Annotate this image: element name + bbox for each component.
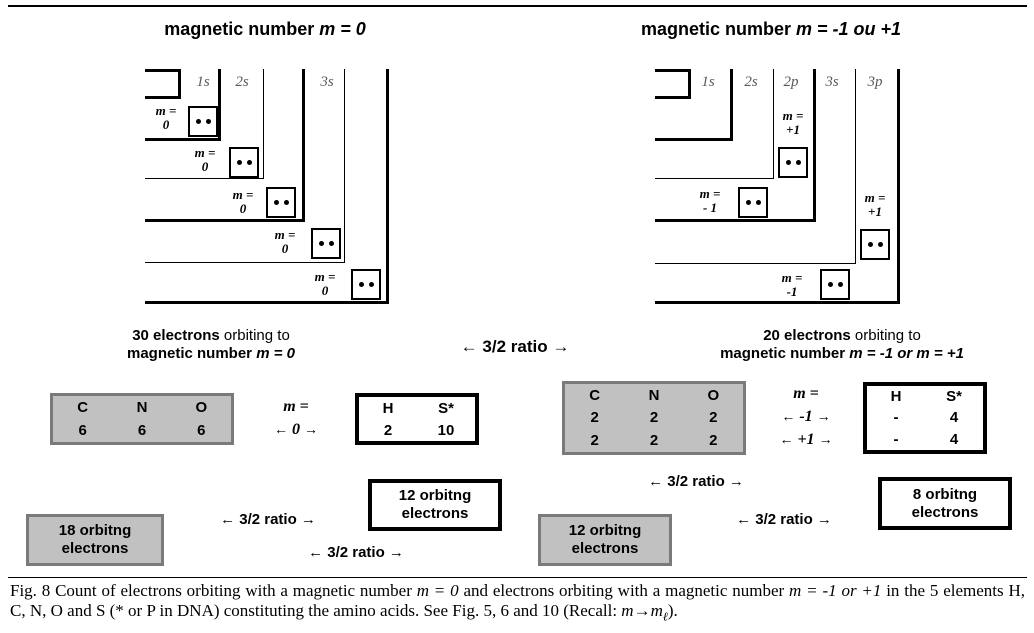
m-label-line2: +1 xyxy=(786,122,800,137)
right-arrow: → xyxy=(818,431,833,447)
electron-pair-box xyxy=(188,106,218,137)
m-label-line2: 0 xyxy=(201,159,209,174)
right-summary-line2 xyxy=(692,345,992,363)
m-column-left-head xyxy=(266,396,326,418)
m-label xyxy=(857,191,893,219)
left-summary-line2 xyxy=(61,345,361,363)
caption-rule xyxy=(8,577,1027,578)
shell-bracket-line xyxy=(897,69,900,304)
shell-bracket-line xyxy=(386,69,389,304)
hs-right-value: 4 xyxy=(949,409,959,427)
shell-bracket-line xyxy=(655,178,774,179)
m-label xyxy=(690,187,730,215)
orbital-label-3s: 3s xyxy=(825,74,839,90)
m-label-line1: m = xyxy=(699,186,721,201)
electron-pair-box xyxy=(738,187,768,218)
cno-right-header-o: O xyxy=(707,386,720,404)
orbital-label-1s: 1s xyxy=(196,74,210,90)
cno-left-value: 6 xyxy=(197,422,206,439)
left-summary xyxy=(61,327,361,363)
m-label-line1: m = xyxy=(155,103,177,118)
shell-bracket-line xyxy=(302,69,305,222)
right-panel-title xyxy=(611,19,931,40)
electrons-box-line2: electrons xyxy=(401,505,469,522)
electrons-box-18 xyxy=(26,514,164,566)
right-title-math: m = -1 ou +1 xyxy=(795,19,902,39)
m-label-line2: 0 xyxy=(281,241,289,256)
electron-dot xyxy=(284,200,289,205)
shell-bracket-line xyxy=(344,69,345,263)
left-electron-count: 30 electrons xyxy=(132,327,220,344)
electron-dot xyxy=(237,160,242,165)
caption-text: in the 5 elements H, C, N, O and S (* or P in DNA) constituting the amino acids. See Fig. 5, 6 and 10 (Recall: xyxy=(10,581,1025,620)
orbital-label-3s: 3s xyxy=(320,74,334,90)
electrons-box-line2: electrons xyxy=(911,503,979,521)
cno-right-value: 2 xyxy=(649,432,659,450)
m-column-right-head xyxy=(770,383,842,405)
m-head: m = xyxy=(283,398,309,415)
electron-pair-box xyxy=(229,147,259,178)
m-label xyxy=(772,271,812,299)
hs-right-header-s: S* xyxy=(946,388,962,406)
electron-dot xyxy=(196,119,201,124)
left-panel-title xyxy=(105,19,425,40)
shell-bracket-line xyxy=(813,69,816,222)
electron-dot xyxy=(796,160,801,165)
m-label-line2: -1 xyxy=(786,284,798,299)
m-head: m = xyxy=(793,385,819,402)
electrons-box-12-right xyxy=(538,514,672,566)
cno-right-value: 2 xyxy=(709,432,718,450)
electrons-box-line1: 12 orbitng xyxy=(568,522,642,539)
shell-bracket-line xyxy=(263,69,264,179)
shell-bracket-line xyxy=(145,219,305,222)
orbital-label-2p: 2p xyxy=(783,74,799,90)
hs-left-header-s: S* xyxy=(438,399,454,417)
electron-dot xyxy=(746,200,751,205)
electron-dot xyxy=(319,241,324,246)
m-label-line1: m = xyxy=(781,270,803,285)
hs-left-header-h: H xyxy=(382,399,394,417)
cno-table-right xyxy=(562,381,746,455)
ratio-label-left-upper: ← 3/2 ratio → xyxy=(220,511,316,528)
cno-left-header-c: C xyxy=(77,399,89,416)
hs-left-value: 2 xyxy=(383,421,393,439)
m-column-right xyxy=(770,383,842,451)
cno-right-value: 2 xyxy=(709,409,718,427)
m-label-line1: m = xyxy=(864,190,886,205)
right-arrow: → xyxy=(304,421,318,437)
m-label-line1: m = xyxy=(194,145,216,160)
right-summary xyxy=(692,327,992,363)
ratio-label-center: ← 3/2 ratio → xyxy=(460,337,570,356)
right-summary-line2-text: magnetic number xyxy=(720,345,850,362)
shell-bracket-line xyxy=(145,138,221,141)
orbital-label-2s: 2s xyxy=(235,74,249,90)
electron-dot xyxy=(247,160,252,165)
hs-table-right xyxy=(863,382,987,454)
m-label-line2: 0 xyxy=(239,201,247,216)
left-title-text: magnetic number xyxy=(164,19,320,39)
left-arrow: ← xyxy=(779,431,794,447)
hs-right-value: - xyxy=(893,430,899,448)
cno-right-header-n: N xyxy=(648,386,660,404)
shell-bracket-line xyxy=(655,301,900,304)
cno-table-left xyxy=(50,393,234,445)
electron-dot xyxy=(369,282,374,287)
orbital-label-3p: 3p xyxy=(867,74,883,90)
orbital-label-1s: 1s xyxy=(701,74,715,90)
shell-bracket-line xyxy=(655,138,733,141)
electron-pair-box xyxy=(820,269,850,300)
electrons-box-12-left xyxy=(368,479,502,531)
cno-left-header-o: O xyxy=(195,399,208,416)
left-summary-line2-text: magnetic number xyxy=(127,345,257,362)
m-label xyxy=(186,146,224,174)
electron-pair-box xyxy=(266,187,296,218)
hs-right-value: - xyxy=(893,409,899,427)
shell-bracket-line xyxy=(655,96,691,99)
right-electron-count: 20 electrons xyxy=(763,327,851,344)
hs-right-value: 4 xyxy=(949,430,959,448)
m-label-line1: m = xyxy=(782,108,804,123)
shell-bracket-line xyxy=(655,219,816,222)
m-label-line1: m = xyxy=(314,269,336,284)
left-summary-rest: orbiting to xyxy=(219,327,290,344)
electrons-box-8 xyxy=(878,477,1012,530)
electrons-box-line1: 12 orbitng xyxy=(398,487,472,504)
left-shell-diagram xyxy=(145,69,391,305)
electron-pair-box xyxy=(860,229,890,260)
m-column-left xyxy=(266,396,326,441)
caption-text: ). xyxy=(667,601,678,620)
electron-dot xyxy=(828,282,833,287)
electron-dot xyxy=(878,242,883,247)
cno-right-value: 2 xyxy=(649,409,659,427)
shell-bracket-line xyxy=(145,96,181,99)
m-label-line2: - 1 xyxy=(702,200,718,215)
m-value: -1 xyxy=(799,408,813,425)
m-label xyxy=(147,104,185,132)
m-label xyxy=(266,228,304,256)
caption-math: m = 0 xyxy=(416,581,459,600)
m-column-left-row xyxy=(266,418,326,441)
m-label-line2: +1 xyxy=(868,204,882,219)
hs-table-left xyxy=(355,393,479,445)
right-summary-math: m = -1 or m = +1 xyxy=(849,345,964,362)
ratio-label-left-lower: ← 3/2 ratio → xyxy=(308,544,404,561)
electron-dot xyxy=(359,282,364,287)
shell-bracket-line xyxy=(655,263,856,264)
top-rule xyxy=(8,5,1027,7)
cno-right-value: 2 xyxy=(590,432,599,450)
electrons-box-line2: electrons xyxy=(571,540,639,557)
caption-text: Fig. 8 Count of electrons orbiting with a magnetic number xyxy=(10,581,417,600)
shell-bracket-line xyxy=(145,178,264,179)
m-label-line1: m = xyxy=(232,187,254,202)
shell-bracket-line xyxy=(178,69,181,99)
right-summary-line1 xyxy=(692,327,992,345)
electron-dot xyxy=(868,242,873,247)
shell-bracket-line xyxy=(145,301,389,304)
m-label xyxy=(224,188,262,216)
m-label-line2: 0 xyxy=(321,283,329,298)
ratio-label-right-upper: ← 3/2 ratio → xyxy=(648,473,744,490)
cno-left-header-n: N xyxy=(136,399,148,416)
left-summary-line1 xyxy=(61,327,361,345)
right-shell-diagram xyxy=(655,69,901,305)
caption-math: m = -1 or +1 xyxy=(789,581,882,600)
cno-left-value: 6 xyxy=(78,422,87,439)
electron-pair-box xyxy=(351,269,381,300)
left-arrow: ← xyxy=(781,408,796,424)
m-column-right-row xyxy=(770,428,842,451)
caption-sub-l: ℓ xyxy=(662,609,668,624)
electrons-box-line2: electrons xyxy=(61,540,129,557)
electron-dot xyxy=(274,200,279,205)
cno-left-value: 6 xyxy=(137,422,147,439)
electron-dot xyxy=(206,119,211,124)
hs-left-value: 10 xyxy=(437,421,455,439)
electron-pair-box xyxy=(778,147,808,178)
left-title-math: m = 0 xyxy=(319,19,366,39)
m-label-line1: m = xyxy=(274,227,296,242)
shell-bracket-line xyxy=(855,69,856,264)
m-label xyxy=(306,270,344,298)
m-label xyxy=(775,109,811,137)
electron-dot xyxy=(756,200,761,205)
caption-math: m→m xyxy=(621,601,663,620)
electron-pair-box xyxy=(311,228,341,259)
ratio-label-right-lower: ← 3/2 ratio → xyxy=(736,511,832,528)
electron-dot xyxy=(329,241,334,246)
right-summary-rest: orbiting to xyxy=(850,327,921,344)
electrons-box-line1: 18 orbitng xyxy=(58,522,132,539)
electrons-box-line1: 8 orbitng xyxy=(912,485,978,503)
shell-bracket-line xyxy=(655,69,691,72)
left-summary-math: m = 0 xyxy=(256,345,295,362)
electron-dot xyxy=(786,160,791,165)
shell-bracket-line xyxy=(145,262,345,263)
cno-right-header-c: C xyxy=(589,386,601,404)
right-title-text: magnetic number xyxy=(640,19,796,39)
orbital-label-2s: 2s xyxy=(744,74,758,90)
figure-caption xyxy=(10,581,1025,626)
m-value: 0 xyxy=(292,421,300,438)
m-label-line2: 0 xyxy=(162,117,170,132)
caption-text: and electrons orbiting with a magnetic number xyxy=(458,581,790,600)
m-value: +1 xyxy=(797,431,815,448)
hs-right-header-h: H xyxy=(890,388,902,406)
shell-bracket-line xyxy=(145,69,181,72)
cno-right-value: 2 xyxy=(590,409,599,427)
m-column-right-row xyxy=(770,405,842,428)
right-arrow: → xyxy=(816,408,831,424)
electron-dot xyxy=(838,282,843,287)
left-arrow: ← xyxy=(274,421,288,437)
